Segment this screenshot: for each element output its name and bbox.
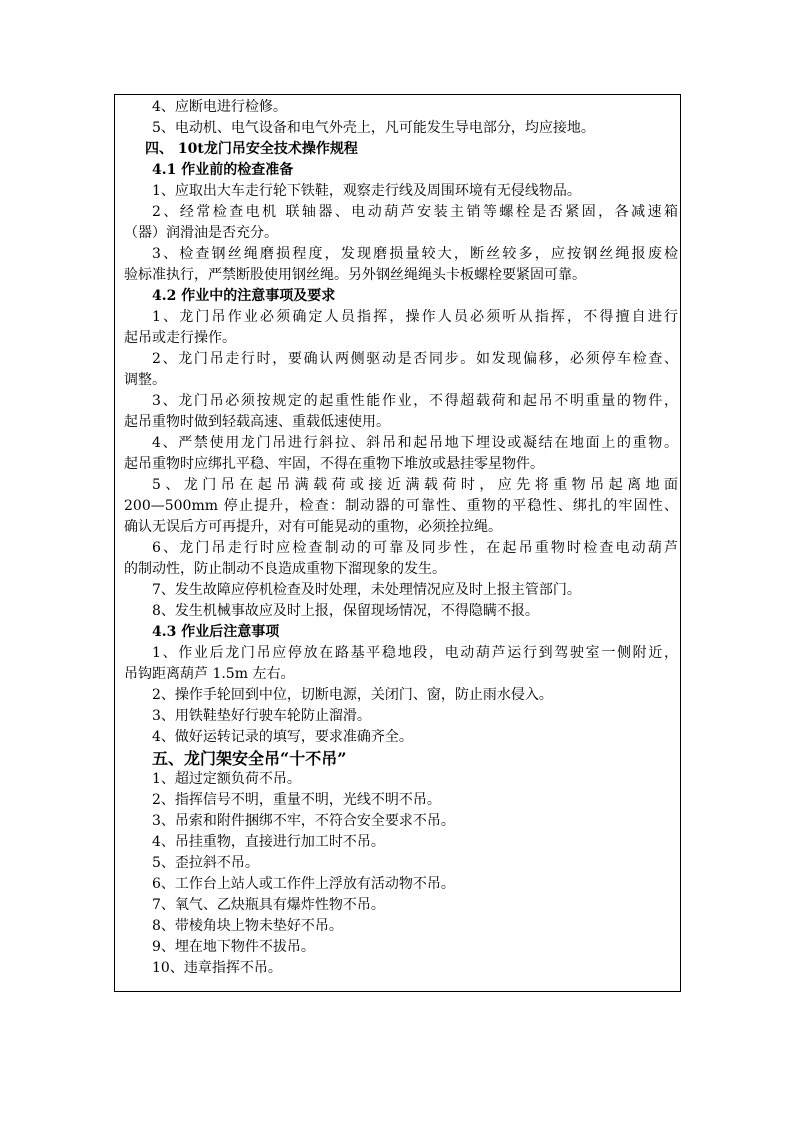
- text-line: 3、用铁鞋垫好行驶车轮防止溜滑。: [152, 708, 371, 724]
- text-line: 吊钩距离葫芦 1.5m 左右。: [124, 666, 295, 682]
- text-line: 2、操作手轮回到中位，切断电源，关闭门、窗，防止雨水侵入。: [152, 687, 553, 703]
- text-line: 4、严禁使用龙门吊进行斜拉、斜吊和起吊地下埋设或凝结在地面上的重物。: [152, 435, 678, 451]
- section-heading: 四、 10t龙门吊安全技术操作规程: [145, 141, 358, 157]
- text-line: 调整。: [124, 372, 166, 388]
- subsection-heading: 4.2 作业中的注意事项及要求: [152, 288, 336, 304]
- text-line: 2、经常检查电机 联轴器、电动葫芦安装主销等螺栓是否紧固，各减速箱: [152, 204, 678, 220]
- list-item: 6、工作台上站人或工作件上浮放有活动物不吊。: [152, 876, 455, 892]
- list-item: 4、吊挂重物，直接进行加工时不吊。: [152, 834, 385, 850]
- text-line: 3、龙门吊必须按规定的起重性能作业，不得超载荷和起吊不明重量的物件，: [152, 393, 678, 409]
- text-line: 8、发生机械事故应及时上报，保留现场情况，不得隐瞒不报。: [152, 603, 539, 619]
- list-item: 2、指挥信号不明，重量不明，光线不明不吊。: [152, 792, 441, 808]
- text-line: 2、龙门吊走行时，要确认两侧驱动是否同步。如发现偏移，必须停车检查、: [152, 351, 678, 367]
- text-line: 6、龙门吊走行时应检查制动的可靠及同步性，在起吊重物时检查电动葫芦: [152, 540, 678, 556]
- text-line: 4、应断电进行检修。: [152, 99, 287, 115]
- text-line: 的制动性，防止制动不良造成重物下溜现象的发生。: [124, 561, 446, 577]
- subsection-heading: 4.3 作业后注意事项: [152, 624, 280, 640]
- list-item: 10、违章指挥不吊。: [152, 960, 282, 976]
- text-line: 5、电动机、电气设备和电气外壳上，凡可能发生导电部分，均应接地。: [152, 120, 595, 136]
- list-item: 1、超过定额负荷不吊。: [152, 771, 301, 787]
- text-line: 3、检查钢丝绳磨损程度，发现磨损量较大，断丝较多，应按钢丝绳报废检: [152, 246, 678, 262]
- section-heading: 五、龙门架安全吊“十不吊”: [152, 749, 347, 768]
- text-line: 200—500mm 停止提升，检查：制动器的可靠性、重物的平稳性、绑扎的牢固性、: [124, 498, 678, 514]
- text-line: 1、作业后龙门吊应停放在路基平稳地段，电动葫芦运行到驾驶室一侧附近，: [152, 645, 678, 661]
- text-line: 7、发生故障应停机检查及时处理，未处理情况应及时上报主管部门。: [152, 582, 581, 598]
- text-line: （器）润滑油是否充分。: [124, 225, 278, 241]
- text-line: 起吊重物时做到轻载高速、重载低速使用。: [124, 414, 390, 430]
- text-line: 1、龙门吊作业必须确定人员指挥，操作人员必须听从指挥，不得擅自进行: [152, 309, 678, 325]
- text-line: 验标准执行，严禁断股使用钢丝绳。另外钢丝绳绳头卡板螺栓要紧固可靠。: [124, 267, 586, 283]
- text-line: 起吊重物时应绑扎平稳、牢固，不得在重物下堆放或悬挂零星物件。: [124, 456, 544, 472]
- text-line: 确认无误后方可再提升，对有可能晃动的重物，必须拴拉绳。: [124, 519, 502, 535]
- list-item: 7、氧气、乙炔瓶具有爆炸性物不吊。: [152, 897, 385, 913]
- document-content: [115, 97, 682, 979]
- list-item: 8、带棱角块上物未垫好不吊。: [152, 918, 343, 934]
- list-item: 3、吊索和附件捆绑不牢，不符合安全要求不吊。: [152, 813, 455, 829]
- text-line: 5、龙门吊在起吊满载荷或接近满载荷时，应先将重物吊起离地面: [152, 477, 678, 493]
- list-item: 5、歪拉斜不吊。: [152, 855, 259, 871]
- document-frame: [114, 94, 681, 992]
- text-line: 4、做好运转记录的填写，要求准确齐全。: [152, 729, 413, 745]
- text-line: 1、应取出大车走行轮下铁鞋，观察走行线及周围环境有无侵线物品。: [152, 183, 581, 199]
- text-line: 起吊或走行操作。: [124, 330, 236, 346]
- subsection-heading: 4.1 作业前的检查准备: [152, 162, 294, 178]
- list-item: 9、埋在地下物件不拔吊。: [152, 939, 315, 955]
